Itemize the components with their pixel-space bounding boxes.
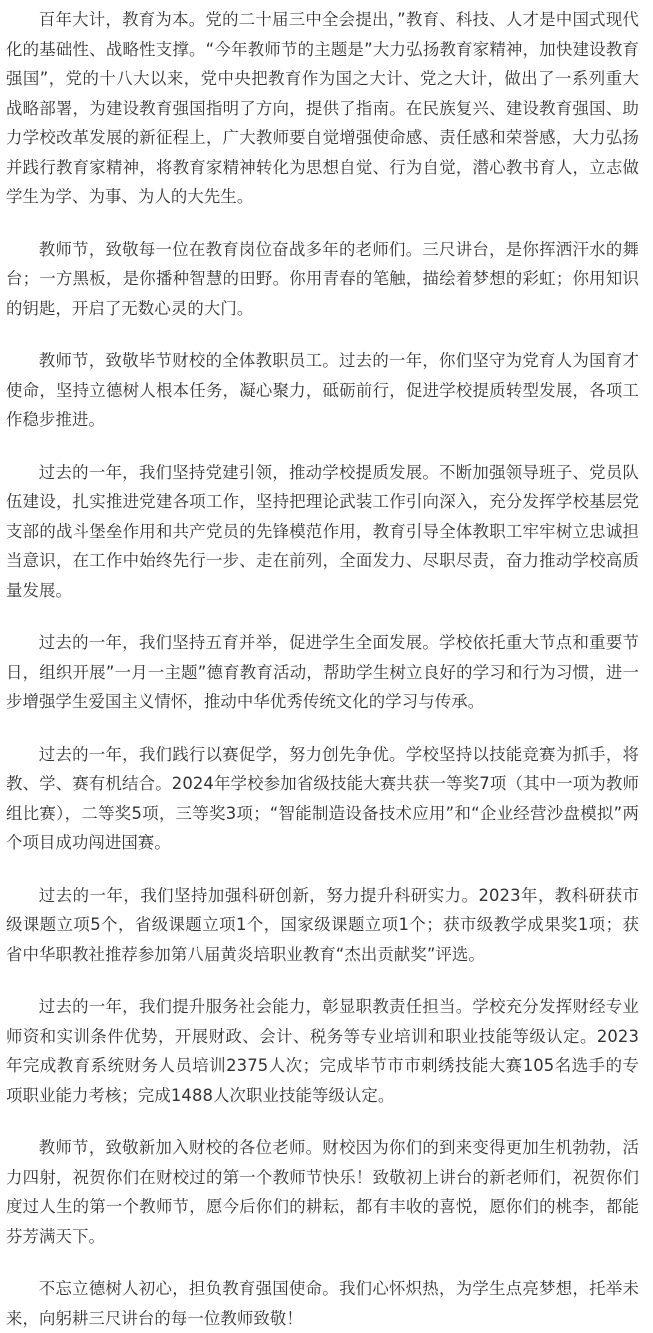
paragraph-intro: 百年大计，教育为本。党的二十届三中全会提出，”教育、科技、人才是中国式现代化的基础性、战略性支撑。“今年教师节的主题是”大力弘扬教育家精神，加快建设教育强国”，党的十八大以来，党中央把教育作为国之大计、党之大计，做出了一系列重大战略部署，为建设教育强国指明了方向，提供了指南。在民族复兴、建设教育强国、助力学校改革发展的新征程上，广大教师要自觉增强使命感、责任感和荣誉感，大力弘扬并践行教育家精神，将教育家精神转化为思想自觉、行为自觉，潜心教书育人，立志做学生为学、为事、为人的大先生。 <box>6 10 639 206</box>
paragraph-party-building: 过去的一年，我们坚持党建引领，推动学校提质发展。不断加强领导班子、党员队伍建设，扎实推进党建各项工作，坚持把理论武装工作引向深入，充分发挥学校基层党支部的战斗堡垒作用和共产党员的先锋模范作用，教育引导全体教职工牢牢树立忠诚担当意识，在工作中始终先行一步、走在前列，全面发力、尽职尽责，奋力推动学校高质量发展。 <box>6 462 639 600</box>
paragraph-five-education: 过去的一年，我们坚持五育并举，促进学生全面发展。学校依托重大节点和重要节日，组织开展”一月一主题”德育教育活动，帮助学生树立良好的学习和行为习惯，进一步增强学生爱国主义情怀，推动中华优秀传统文化的学习与传承。 <box>6 633 639 711</box>
paragraph-salute-staff: 教师节，致敬毕节财校的全体教职员工。过去的一年，你们坚守为党育人为国育才使命，坚持立德树人根本任务，凝心聚力，砥砺前行，促进学校提质转型发展，各项工作稳步推进。 <box>6 351 639 429</box>
paragraph-closing: 不忘立德树人初心，担负教育强国使命。我们心怀炽热，为学生点亮梦想，托举未来，向躬耕三尺讲台的每一位教师致敬！ <box>6 1279 639 1328</box>
paragraph-social-service: 过去的一年，我们提升服务社会能力，彰显职教责任担当。学校充分发挥财经专业师资和实训条件优势，开展财政、会计、税务等专业培训和职业技能等级认定。2023年完成教育系统财务人员培训2375人次；完成毕节市市刺绣技能大赛105名选手的专项职业能力考核；完成1488人次职业技能等级认定。 <box>6 997 639 1105</box>
paragraph-competitions: 过去的一年，我们践行以赛促学，努力创先争优。学校坚持以技能竞赛为抓手，将教、学、赛有机结合。2024年学校参加省级技能大赛共获一等奖7项（其中一项为教师组比赛），二等奖5项，三等奖3项；“智能制造设备技术应用”和“企业经营沙盘模拟”两个项目成功闯进国赛。 <box>6 744 639 852</box>
paragraph-new-teachers: 教师节，致敬新加入财校的各位老师。财校因为你们的到来变得更加生机勃勃，活力四射，祝贺你们在财校过的第一个教师节快乐！致敬初上讲台的新老师们，祝贺你们度过人生的第一个教师节，愿今后你们的耕耘，都有丰收的喜悦，愿你们的桃李，都能芬芳满天下。 <box>6 1138 639 1246</box>
paragraph-research: 过去的一年，我们坚持加强科研创新，努力提升科研实力。2023年，教科研获市级课题立项5个，省级课题立项1个，国家级课题立项1个；获市级教学成果奖1项；获省中华职教社推荐参加第八届黄炎培职业教育“杰出贡献奖”评选。 <box>6 885 639 964</box>
paragraph-salute-teachers: 教师节，致敬每一位在教育岗位奋战多年的老师们。三尺讲台，是你挥洒汗水的舞台；一方黑板，是你播种智慧的田野。你用青春的笔触，描绘着梦想的彩虹；你用知识的钥匙，开启了无数心灵的大门。 <box>6 239 639 318</box>
